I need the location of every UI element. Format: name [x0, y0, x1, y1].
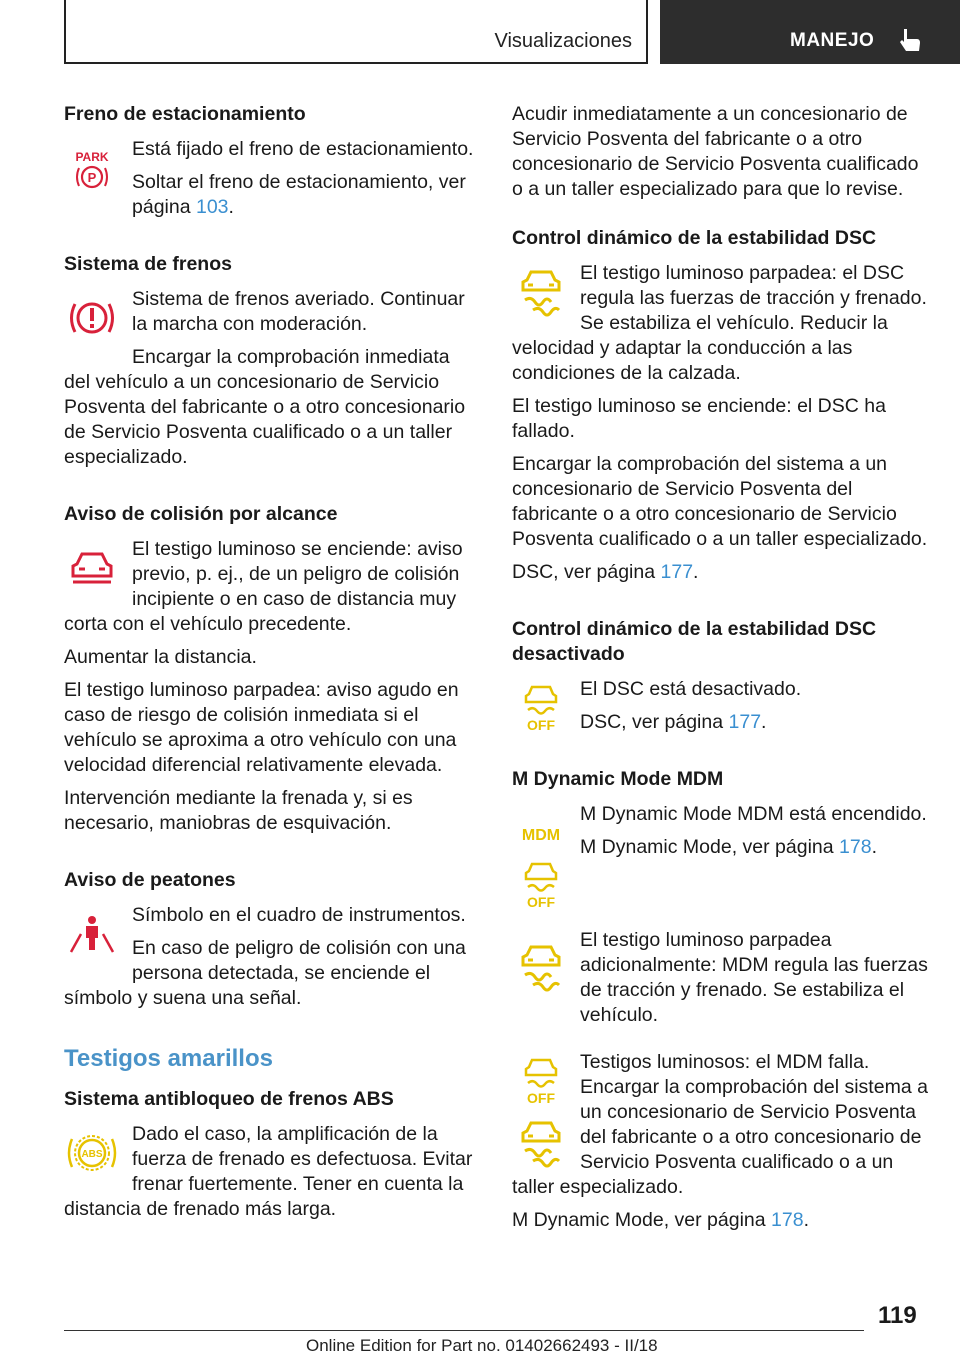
period: .: [803, 1209, 809, 1231]
dsc-text-4: [512, 560, 928, 585]
page-178-link[interactable]: 178: [771, 1209, 804, 1231]
mdm-title: M Dynamic Mode MDM: [512, 768, 724, 790]
dsc-off-ref-text: DSC, ver página: [580, 711, 729, 733]
edition-note: Online Edition for Part no. 01402662493 - II/18: [306, 1336, 658, 1355]
steering-hand-icon: [898, 27, 922, 53]
mdm-ref-text: M Dynamic Mode, ver página: [580, 836, 840, 858]
header-chapter-box: [660, 0, 960, 64]
right-column: [512, 102, 928, 1257]
brake-system-text-2: Encargar la comprobación inmediata del vehículo a un concesionario de Servicio Posventa del fabricante o a otro concesionario de Servicio Posventa cualificado o a un taller especializado.: [64, 346, 466, 468]
park-brake-icon: [64, 143, 120, 193]
section-parking-brake: [64, 102, 478, 228]
header-chapter-title: MANEJO: [790, 30, 875, 51]
abs-title: Sistema antibloqueo de frenos ABS: [64, 1088, 394, 1110]
yellow-indicators-heading: Testigos amarillos: [64, 1045, 273, 1072]
period: .: [871, 836, 877, 858]
pedestrian-icon: [64, 909, 120, 959]
dsc-icon-failure: [512, 1112, 570, 1174]
dsc-off-icon-mdm: [512, 856, 570, 914]
abs-icon-label: ABS: [81, 1149, 103, 1160]
parking-brake-text-2: [64, 170, 478, 220]
section-mdm: [512, 767, 928, 1233]
dsc-text-2: El testigo luminoso se enciende: el DSC ha fallado.: [512, 395, 886, 442]
mdm-text-2: [512, 835, 928, 860]
car-collision-icon: [64, 543, 120, 593]
header-section-box: [64, 0, 648, 64]
mdm-icon-stack: [512, 802, 570, 914]
dsc-text-1: El testigo luminoso parpadea: el DSC regula las fuerzas de tracción y frenado. Se estabiliza el vehículo. Reducir la velocidad y adaptar la conducción a las condiciones de la calzada.: [512, 262, 927, 384]
footer-divider: [64, 1330, 864, 1331]
collision-warning-text-3: El testigo luminoso parpadea: aviso agudo en caso de riesgo de colisión inmediata si el vehículo se aproxima a otro vehículo con una velocidad diferencial relativamente elevada.: [64, 679, 459, 776]
dsc-icon: [512, 267, 570, 317]
mdm-text-3: El testigo luminoso parpadea adicionalmente: MDM regula las fuerzas de tracción y frenado. Se estabiliza el vehículo.: [580, 929, 928, 1026]
brake-system-continued-text: Acudir inmediatamente a un concesionario de Servicio Posventa del fabricante o a otro concesionario de Servicio Posventa cualificado o a un taller especializado para que lo revise.: [512, 103, 919, 200]
dsc-text-3: Encargar la comprobación del sistema a un concesionario de Servicio Posventa del fabricante o a otro concesionario de Servicio Posventa cualificado o a un taller especializado.: [512, 453, 928, 550]
header-section-title: Visualizaciones: [494, 30, 632, 52]
pedestrian-warning-text-2: En caso de peligro de colisión con una persona detectada, se enciende el símbolo y suena una señal.: [64, 937, 466, 1009]
page-number: 119: [878, 1302, 917, 1329]
mdm-flash-block: [512, 928, 928, 1036]
dsc-off-text-1: El DSC está desactivado.: [580, 678, 802, 700]
svg-text:P: P: [87, 170, 97, 185]
parking-brake-title: Freno de estacionamiento: [64, 103, 306, 125]
period: .: [761, 711, 767, 733]
dsc-off-icon: [512, 683, 570, 733]
collision-warning-title: Aviso de colisión por alcance: [64, 503, 338, 525]
collision-warning-text-2: Aumentar la distancia.: [64, 646, 257, 668]
dsc-off-icon-label: OFF: [527, 894, 555, 910]
page-177-link[interactable]: 177: [728, 711, 762, 733]
page-103-link[interactable]: 103: [195, 196, 229, 218]
page-177-link[interactable]: 177: [660, 561, 694, 583]
pedestrian-warning-title: Aviso de peatones: [64, 869, 236, 891]
pedestrian-warning-text-1: Símbolo en el cuadro de instrumentos.: [132, 904, 466, 926]
section-collision-warning: [64, 502, 478, 844]
mdm-failure-block: [512, 1050, 928, 1208]
collision-warning-text-1: El testigo luminoso se enciende: aviso previo, p. ej., de un peligro de colisión incipiente o en caso de distancia muy corta con el vehículo precedente.: [64, 538, 463, 635]
mdm-text-5: [512, 1208, 928, 1233]
section-dsc: [512, 226, 928, 593]
parking-brake-ref-text: Soltar el freno de estacionamiento, ver página: [132, 171, 466, 218]
collision-warning-text-4: Intervención mediante la frenada y, si es necesario, maniobras de esquivación.: [64, 787, 413, 834]
dsc-off-text-2: [512, 710, 928, 735]
abs-icon: [64, 1128, 120, 1178]
section-abs: [64, 1087, 478, 1230]
mdm-failure-icons: [512, 1050, 570, 1174]
brake-system-title: Sistema de frenos: [64, 253, 232, 275]
dsc-icon-mdm-flash: [512, 934, 570, 1000]
left-column: [64, 102, 478, 1254]
period: .: [693, 561, 699, 583]
mdm-text-1: M Dynamic Mode MDM está encendido.: [580, 803, 927, 825]
section-brake-system: [64, 252, 478, 478]
dsc-off-title: Control dinámico de la estabilidad DSC desactivado: [512, 618, 877, 665]
abs-text-1: Dado el caso, la amplificación de la fuerza de frenado es defectuosa. Evitar frenar fuertemente. Tener en cuenta la distancia de frenado más larga.: [64, 1123, 473, 1220]
dsc-ref-text: DSC, ver página: [512, 561, 661, 583]
section-pedestrian-warning: [64, 868, 478, 1019]
dsc-off-icon-label: OFF: [527, 1090, 555, 1106]
dsc-off-icon-failure: [512, 1050, 570, 1112]
dsc-title: Control dinámico de la estabilidad DSC: [512, 227, 877, 249]
brake-warning-icon: [64, 293, 120, 343]
page-178-link[interactable]: 178: [839, 836, 872, 858]
brake-system-text-1: Sistema de frenos averiado. Continuar la marcha con moderación.: [132, 288, 465, 335]
mdm-text-4: Testigos luminosos: el MDM falla. Encargar la comprobación del sistema a un concesionario de Servicio Posventa del fabricante o a otro concesionario de Servicio Posventa cualificado o a un taller especializado.: [512, 1051, 928, 1198]
period: .: [228, 196, 234, 218]
section-dsc-off: [512, 617, 928, 743]
svg-text:PARK: PARK: [75, 150, 109, 164]
mdm-ref-text-2: M Dynamic Mode, ver página: [512, 1209, 772, 1231]
mdm-icon: [512, 812, 570, 856]
mdm-icon-label: MDM: [521, 827, 561, 844]
parking-brake-text-1: Está fijado el freno de estacionamiento.: [132, 138, 474, 160]
dsc-off-icon-label: OFF: [527, 717, 555, 733]
